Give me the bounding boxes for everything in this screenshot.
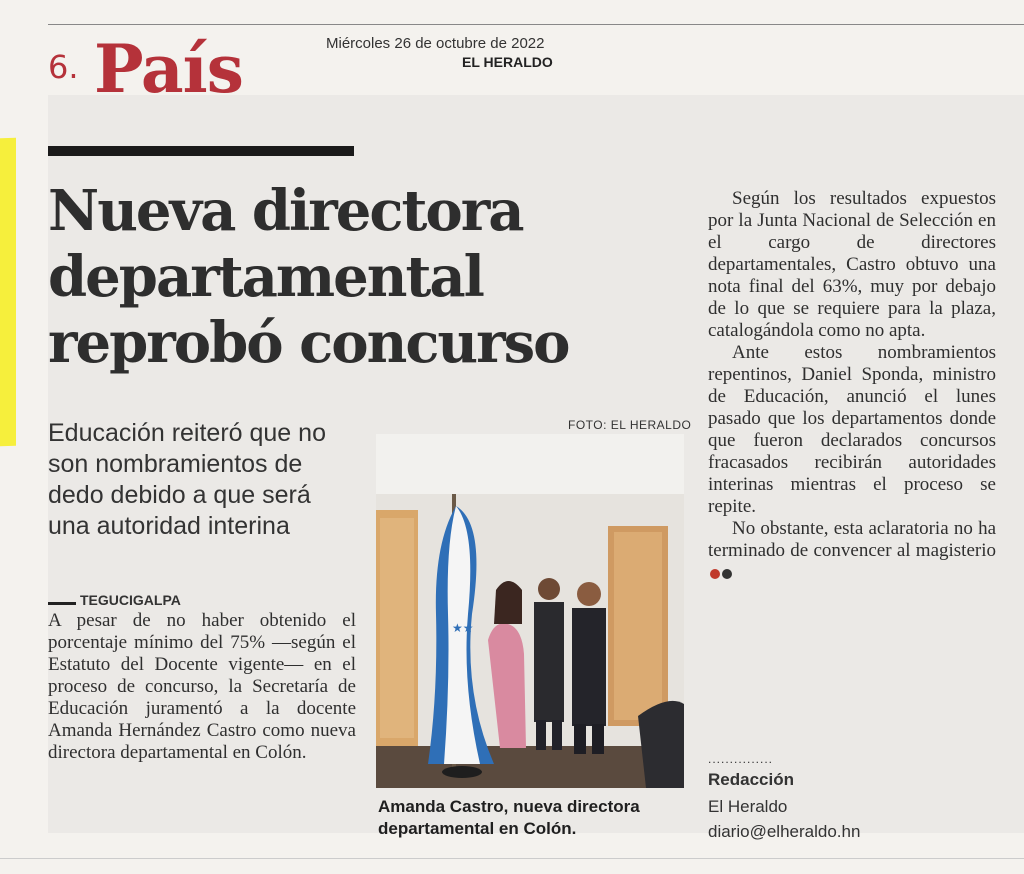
subheadline: Educación reiteró que no son nombramientos de dedo debido a que será una autoridad interina <box>48 419 326 540</box>
headline-line: reprobó concurso <box>48 310 569 376</box>
section-number: 6. <box>48 48 79 86</box>
byline-separator: ............... <box>708 752 774 766</box>
article-paragraph: A pesar de no haber obtenido el porcentaje mínimo del 75% —según el Estatuto del Docente vigente— en el proceso de concurso, la Secretaría de Educación juramentó a la docente Amanda Hernández Castro como nueva directora departamental en Colón. <box>48 610 356 763</box>
publication-date: Miércoles 26 de octubre de 2022 <box>326 35 545 52</box>
article-paragraph: Según los resultados expuestos por la Junta Nacional de Selección en el cargo de directores departamentales, Castro obtuvo una nota final del 63%, muy por debajo de lo que se requiere para la plaza, catalogándola como no apta. <box>708 188 996 341</box>
closing-paragraph-text: No obstante, esta aclaratoria no ha terminado de convencer al magisterio <box>708 518 996 561</box>
svg-text:★★: ★★ <box>452 621 474 635</box>
headline <box>48 178 688 376</box>
location-dash <box>48 602 76 605</box>
end-mark-red-dot <box>710 569 720 579</box>
article-column-1 <box>48 610 356 764</box>
article-paragraph: Ante estos nombramientos repentinos, Daniel Sponda, ministro de Educación, anunció el lunes pasado que los departamentos donde que fueron declarados concursos fracasados recibirán autoridades interinas mientras el proceso se repite. <box>708 342 996 517</box>
photo-illustration <box>376 434 684 788</box>
byline-label: Redacción <box>708 770 794 789</box>
end-mark-dark-dot <box>722 569 732 579</box>
byline-email: diario@elheraldo.hn <box>708 822 861 841</box>
byline-name: El Heraldo <box>708 797 788 816</box>
dateline-location: TEGUCIGALPA <box>80 592 181 608</box>
headline-line: Nueva directora <box>48 178 523 244</box>
photo-credit: FOTO: EL HERALDO <box>568 418 692 432</box>
article-photo <box>376 434 684 788</box>
highlighter-mark <box>0 138 16 447</box>
article-paragraph <box>708 518 996 584</box>
photo-caption: Amanda Castro, nueva directora departamental en Colón. <box>378 797 640 838</box>
top-rule <box>48 24 1024 25</box>
newspaper-name: EL HERALDO <box>462 54 553 70</box>
bottom-rule <box>0 858 1024 859</box>
section-name: País <box>94 30 243 108</box>
headline-rule <box>48 146 354 156</box>
article-column-3 <box>708 188 996 584</box>
headline-line: departamental <box>48 244 483 310</box>
